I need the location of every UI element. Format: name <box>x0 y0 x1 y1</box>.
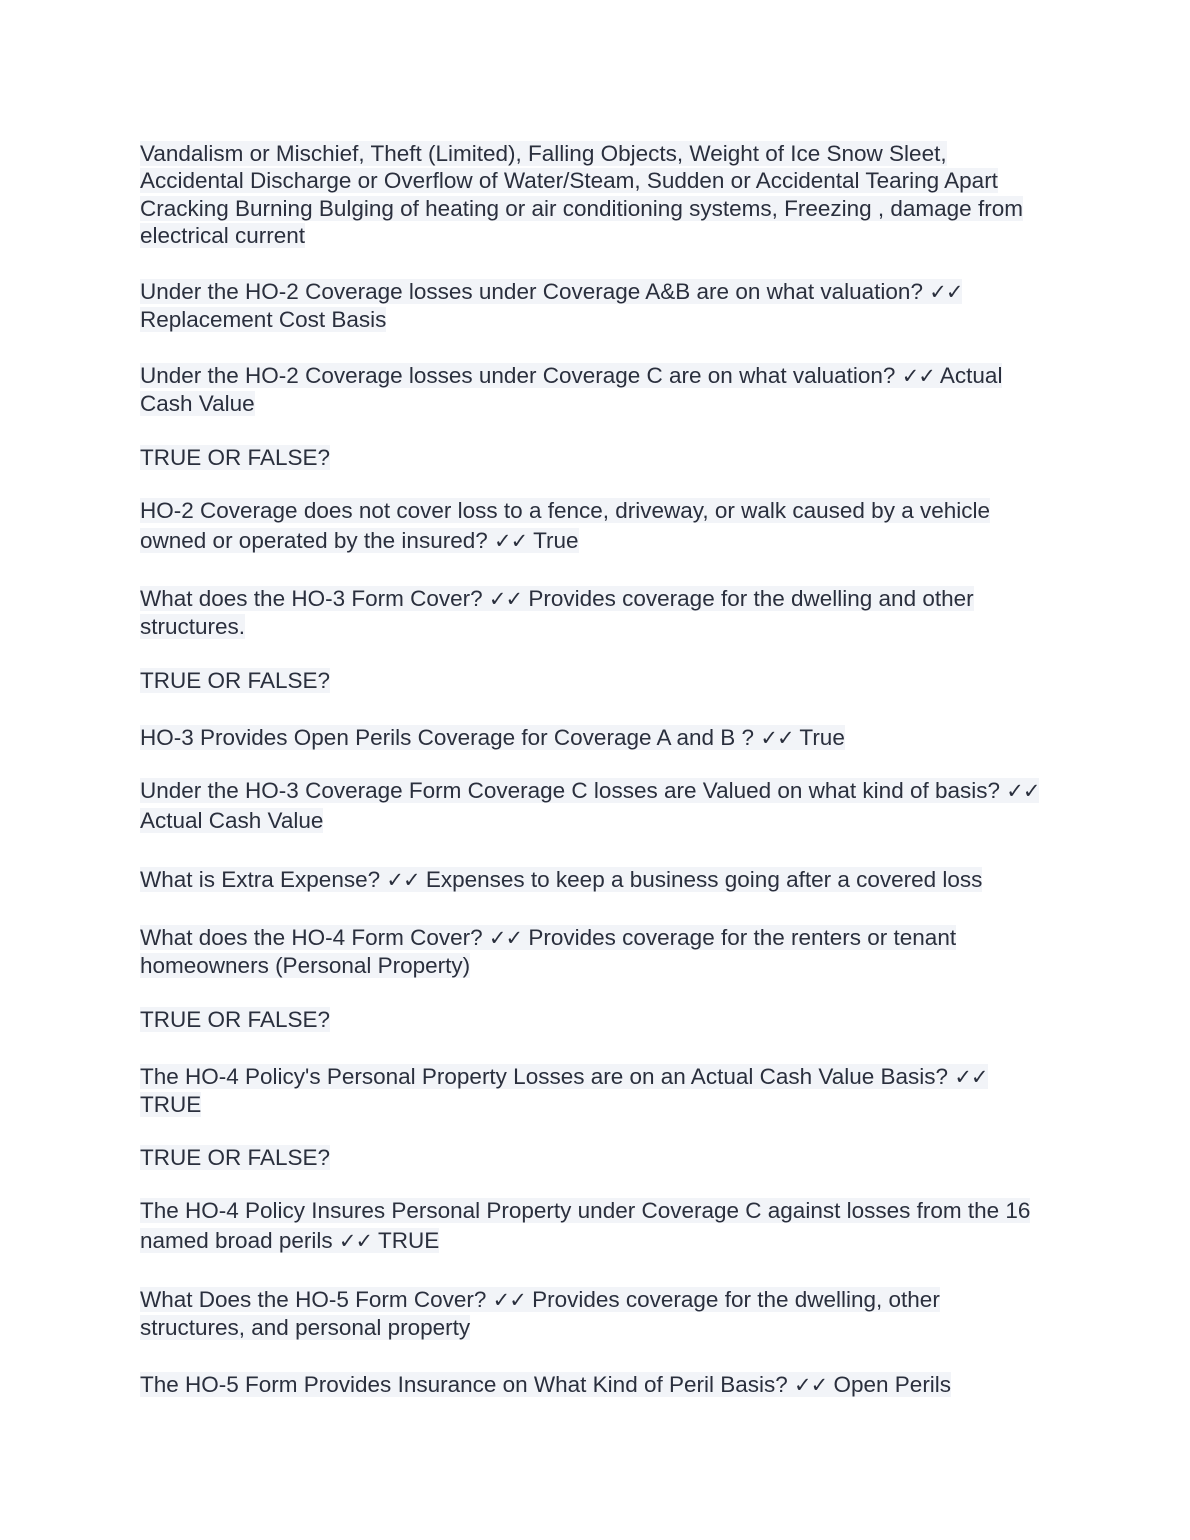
answer-text: True <box>533 528 579 553</box>
heading-text: TRUE OR FALSE? <box>140 1007 331 1032</box>
answer-text: Expenses to keep a business going after a covered loss <box>425 867 983 892</box>
question-text: The HO-5 Form Provides Insurance on What Kind of Peril Basis? <box>140 1372 788 1397</box>
qa-ho2-coverage-c <box>140 362 1050 418</box>
paragraph-named-perils <box>140 140 1050 249</box>
paragraph-text: Vandalism or Mischief, Theft (Limited), Falling Objects, Weight of Ice Snow Sleet, Accidental Discharge or Overflow of Water/Steam, Sudden or Accidental Tearing Apart Cracking Burning Bulging of heating or air conditioning systems, Freezing , damage from electrical current <box>140 141 1023 248</box>
answer-text: TRUE <box>377 1228 440 1253</box>
qa-ho4-broad-perils <box>140 1196 1050 1256</box>
qa-ho5-peril-basis <box>140 1371 1050 1399</box>
double-check-icon: ✓✓ <box>488 926 523 950</box>
qa-ho4-actual-cash-value <box>140 1063 1050 1119</box>
question-text: What does the HO-4 Form Cover? <box>140 925 483 950</box>
answer-text: TRUE <box>140 1092 202 1118</box>
qa-ho3-coverage-c <box>140 776 1050 836</box>
question-text: The HO-4 Policy Insures Personal Property under Coverage C against losses from the 16 named broad perils <box>140 1198 1031 1253</box>
double-check-icon: ✓✓ <box>929 280 963 304</box>
qa-ho5-form-cover <box>140 1286 1050 1342</box>
answer-text: True <box>799 725 845 750</box>
qa-ho2-fence-driveway <box>140 496 1050 556</box>
answer-text: Replacement Cost Basis <box>140 307 387 333</box>
qa-ho4-form-cover <box>140 924 1050 980</box>
answer-text: Provides coverage for the renters or tenant homeowners (Personal Property) <box>140 925 957 979</box>
double-check-icon: ✓✓ <box>494 529 528 553</box>
true-or-false-heading <box>140 1144 1050 1171</box>
qa-extra-expense <box>140 866 1050 894</box>
double-check-icon: ✓✓ <box>760 726 794 750</box>
double-check-icon: ✓✓ <box>954 1065 988 1089</box>
answer-text: Open Perils <box>833 1372 952 1397</box>
double-check-icon: ✓✓ <box>338 1229 373 1253</box>
heading-text: TRUE OR FALSE? <box>140 445 331 470</box>
qa-ho3-form-cover <box>140 585 1050 641</box>
question-text: Under the HO-2 Coverage losses under Coverage A&B are on what valuation? <box>140 279 923 304</box>
question-text: HO-2 Coverage does not cover loss to a fence, driveway, or walk caused by a vehicle owned or operated by the insured? <box>140 498 991 553</box>
answer-text: Provides coverage for the dwelling, other structures, and personal property <box>140 1287 940 1341</box>
double-check-icon: ✓✓ <box>386 868 420 892</box>
question-text: Under the HO-3 Coverage Form Coverage C losses are Valued on what kind of basis? <box>140 778 1001 803</box>
heading-text: TRUE OR FALSE? <box>140 668 331 693</box>
double-check-icon: ✓✓ <box>492 1288 526 1312</box>
heading-text: TRUE OR FALSE? <box>140 1145 331 1170</box>
question-text: The HO-4 Policy's Personal Property Losses are on an Actual Cash Value Basis? <box>140 1064 949 1089</box>
question-text: HO-3 Provides Open Perils Coverage for Coverage A and B ? <box>140 725 755 750</box>
double-check-icon: ✓✓ <box>488 587 523 611</box>
true-or-false-heading <box>140 1006 1050 1033</box>
qa-ho2-coverage-ab <box>140 278 1050 334</box>
double-check-icon: ✓✓ <box>1006 779 1040 803</box>
true-or-false-heading <box>140 444 1050 471</box>
double-check-icon: ✓✓ <box>901 364 935 388</box>
question-text: What does the HO-3 Form Cover? <box>140 586 483 611</box>
answer-text: Provides coverage for the dwelling and other structures. <box>140 586 974 640</box>
question-text: What is Extra Expense? <box>140 867 381 892</box>
double-check-icon: ✓✓ <box>794 1373 828 1397</box>
true-or-false-heading <box>140 667 1050 694</box>
answer-text: Actual Cash Value <box>140 808 324 833</box>
answer-text: Actual Cash Value <box>140 363 1003 417</box>
question-text: Under the HO-2 Coverage losses under Coverage C are on what valuation? <box>140 363 896 388</box>
question-text: What Does the HO-5 Form Cover? <box>140 1287 487 1312</box>
qa-ho3-open-perils <box>140 724 1050 752</box>
